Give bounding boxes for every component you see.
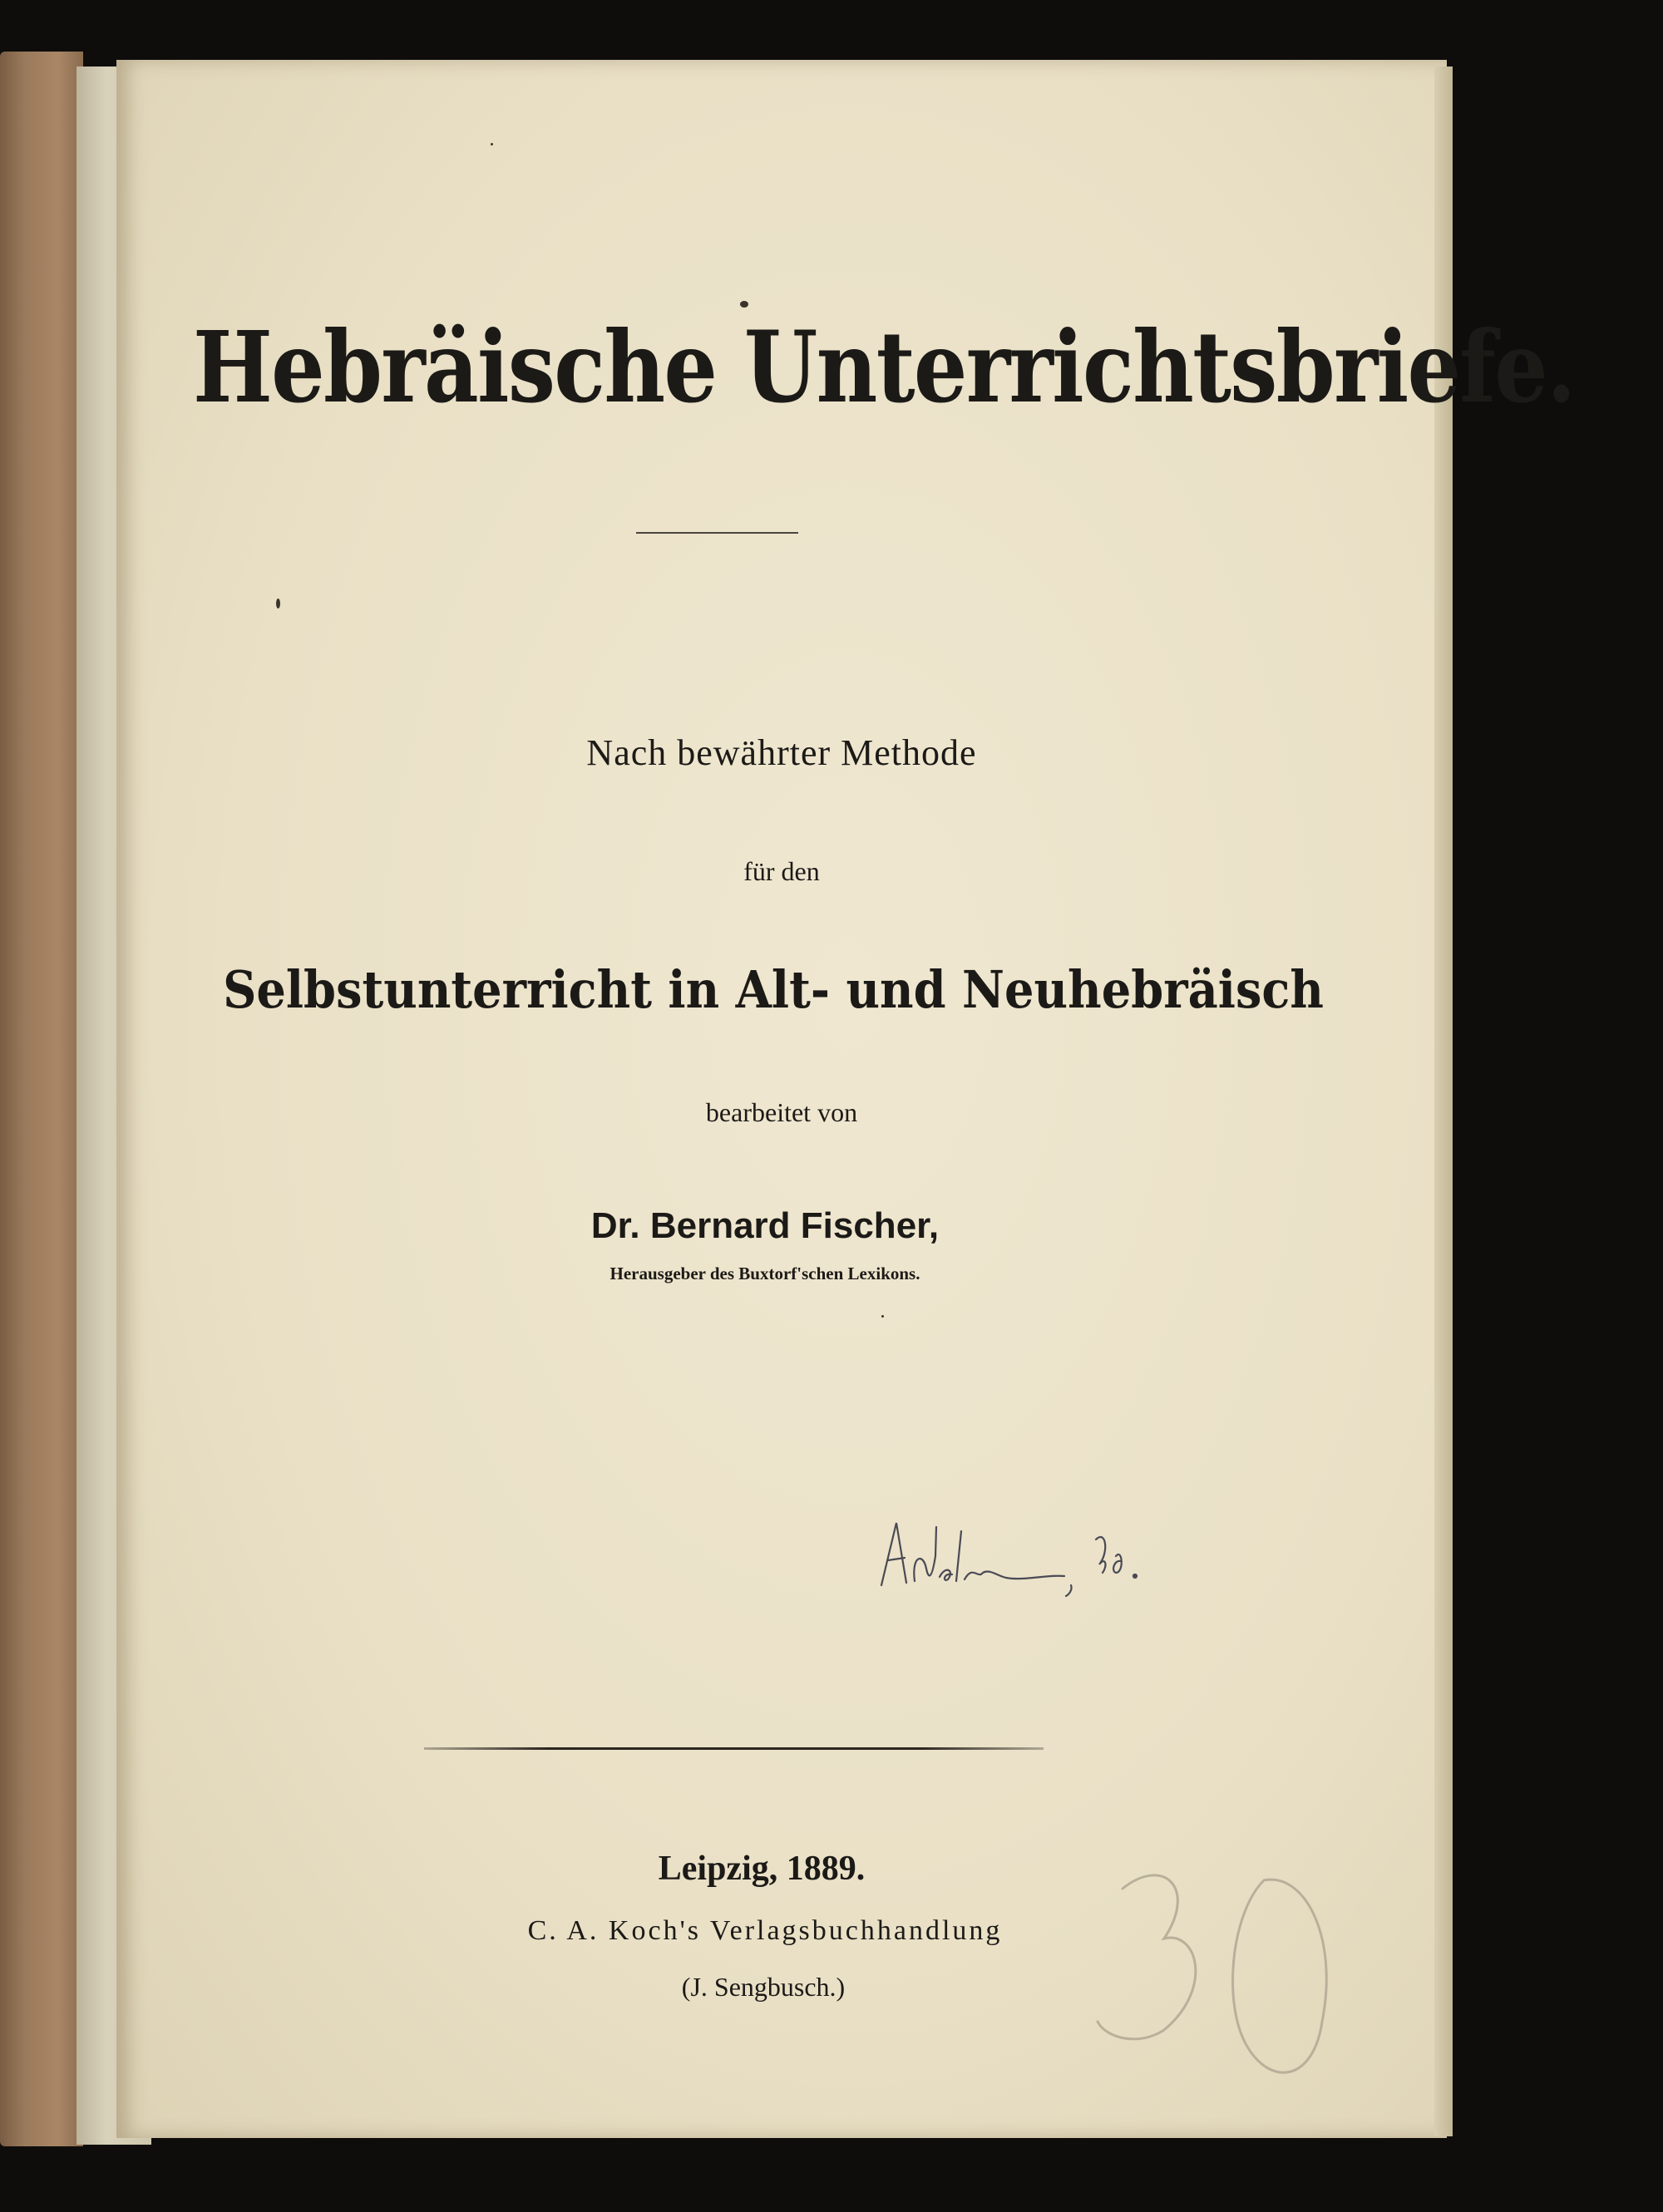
author-description: Herausgeber des Buxtorf'schen Lexikons.	[609, 1264, 920, 1283]
subtitle-line-2: für den	[743, 856, 820, 886]
book-title: Hebräische Unterrichtsbriefe.	[193, 309, 1575, 425]
author-intro: bearbeitet von	[705, 1097, 858, 1127]
imprint-place-year: Leipzig, 1889.	[658, 1850, 866, 1888]
author-name: Dr. Bernard Fischer,	[590, 1205, 940, 1246]
imprint-publisher-sub: (J. Sengbusch.)	[681, 1972, 846, 2002]
paper-speck	[881, 1315, 884, 1318]
title-page-content	[116, 60, 1575, 2138]
short-divider-rule	[636, 532, 798, 534]
pencil-mark	[1073, 1839, 1372, 2138]
paper-speck	[491, 143, 493, 145]
paper-speck	[276, 599, 280, 608]
book-cover-edge	[0, 52, 83, 2146]
paper-speck	[740, 301, 748, 308]
long-divider-rule	[424, 1747, 1044, 1750]
imprint-publisher: C. A. Koch's Verlagsbuchhandlung	[527, 1915, 1003, 1946]
subtitle-line-1: Nach bewährter Methode	[586, 732, 977, 773]
subtitle-line-3: Selbstunterricht in Alt- und Neuhebräisch	[223, 959, 1324, 1020]
handwritten-note	[856, 1506, 1206, 1598]
